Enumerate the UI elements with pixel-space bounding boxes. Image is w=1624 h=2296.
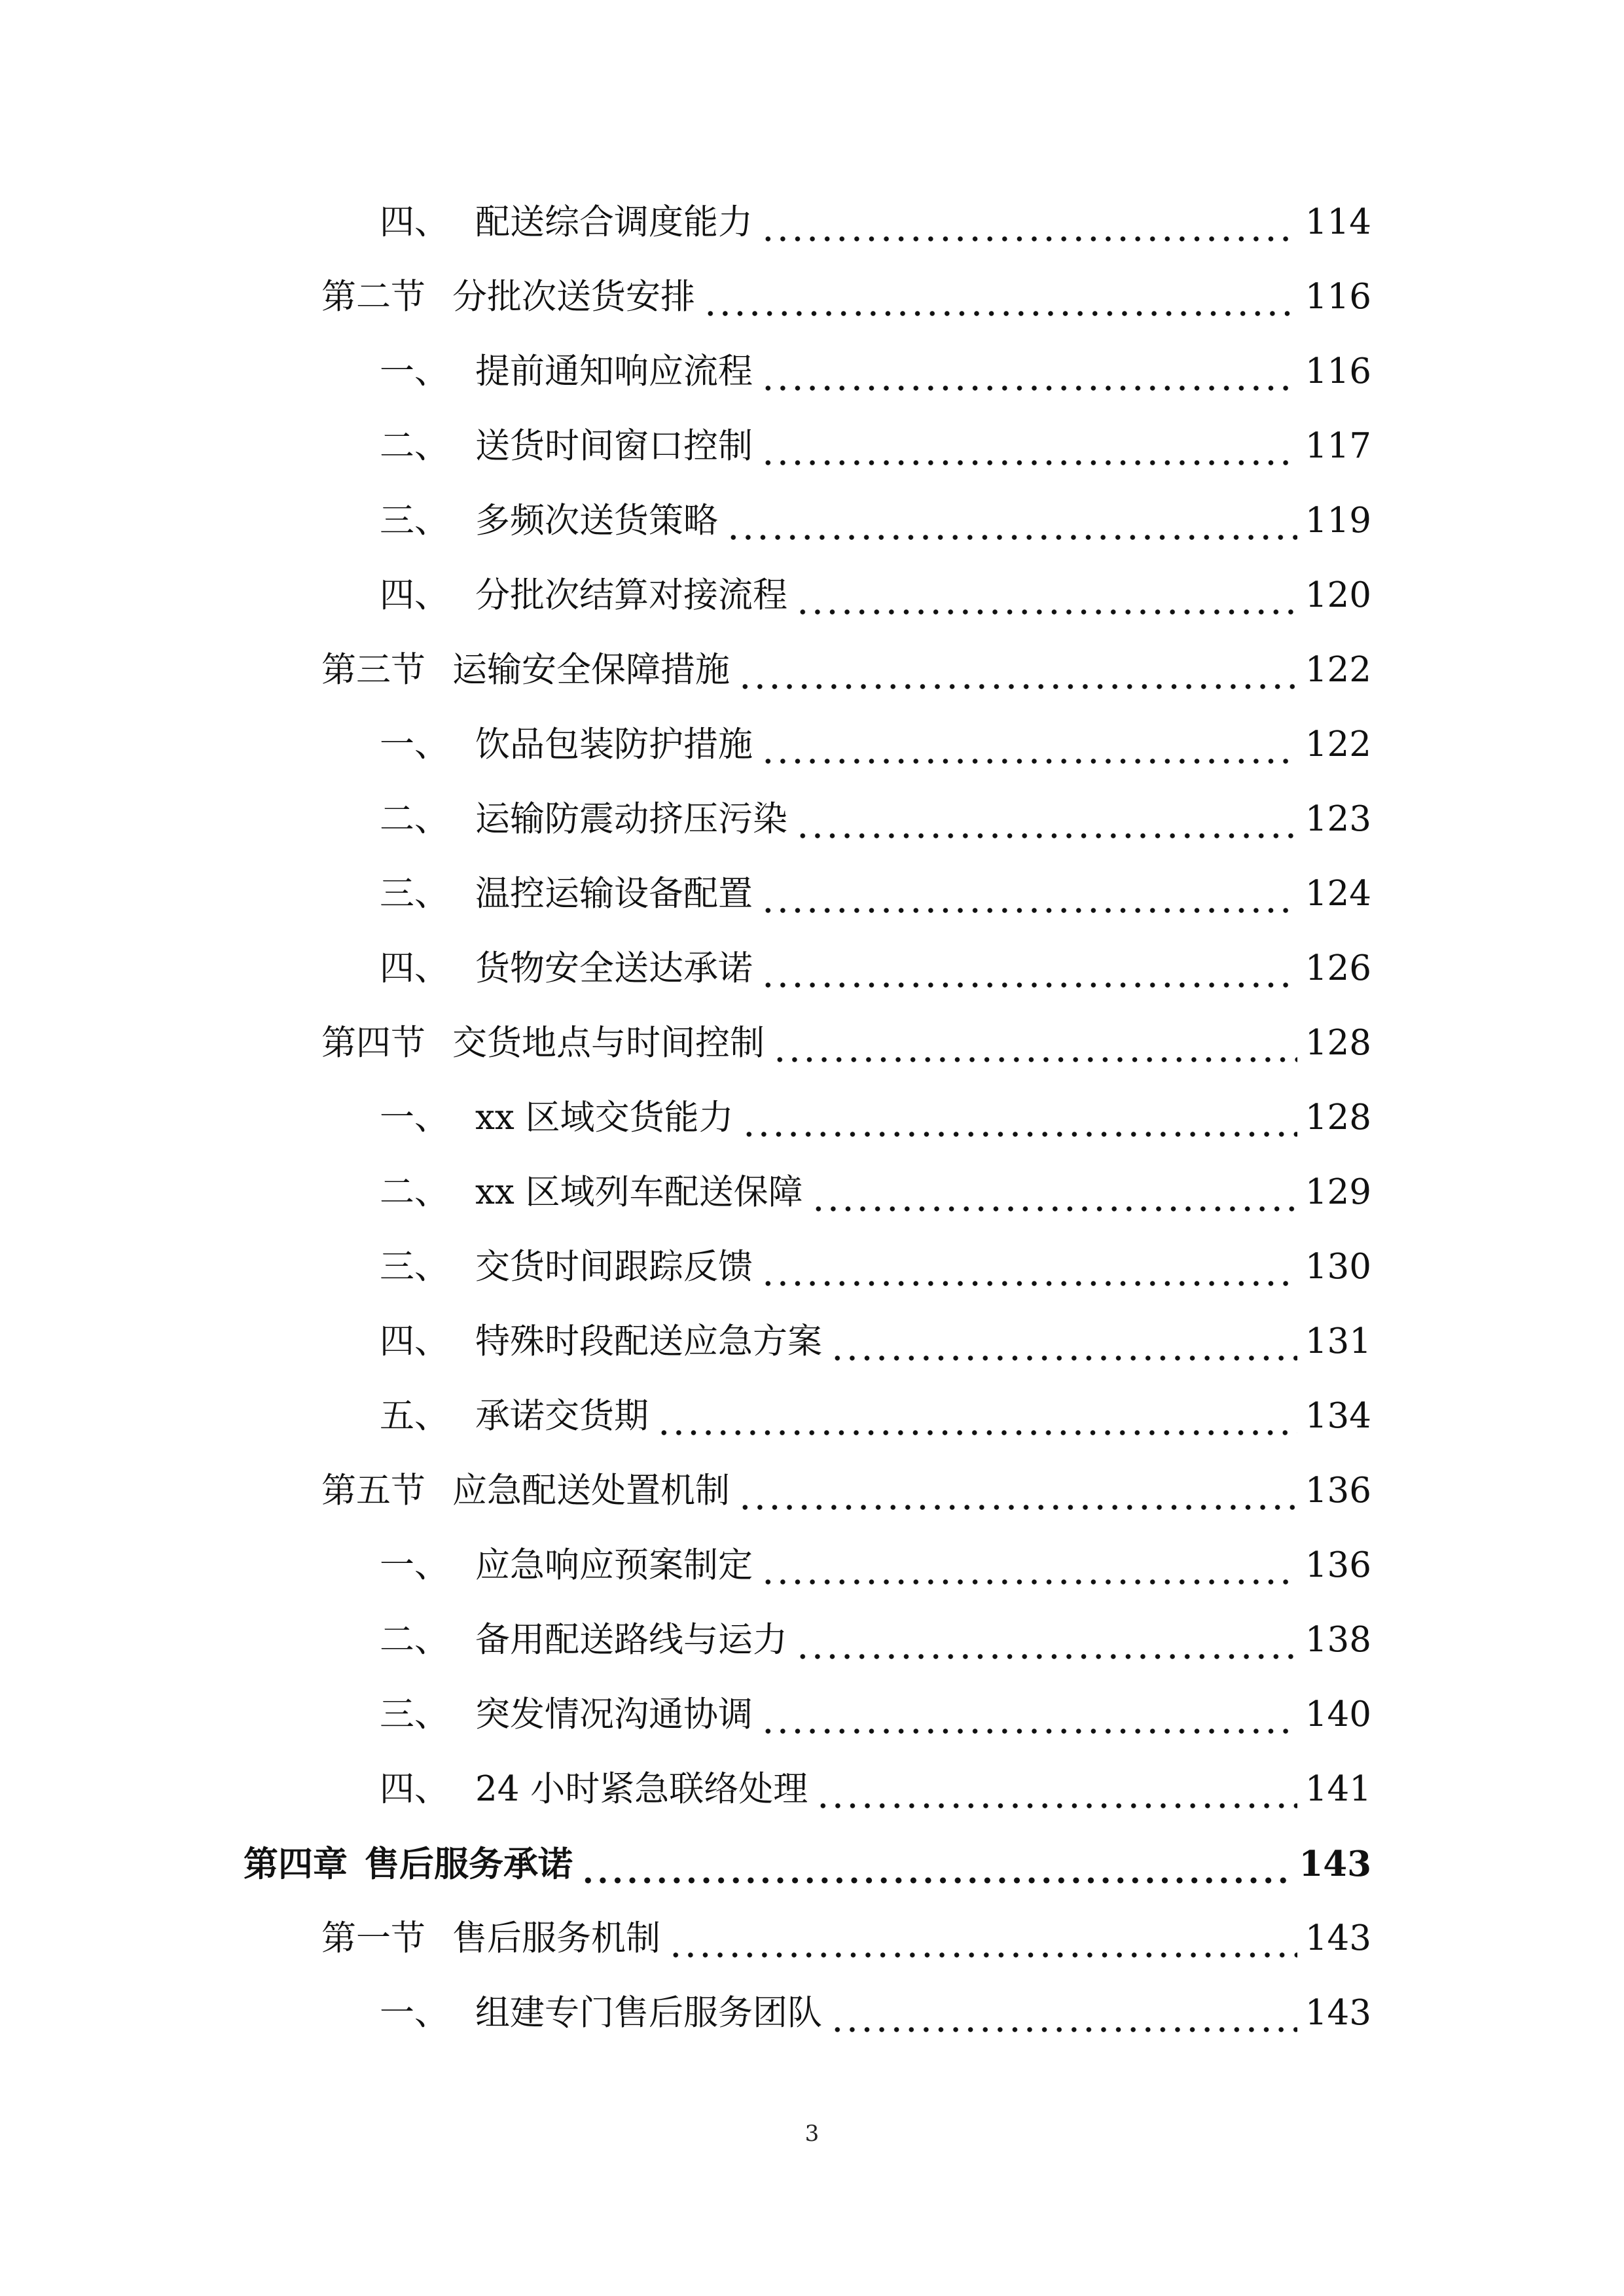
dot-leader xyxy=(795,793,1297,846)
dot-leader xyxy=(761,719,1297,771)
entry-title: 特殊时段配送应急方案 xyxy=(475,1321,822,1361)
dot-leader xyxy=(830,1987,1297,2039)
entry-number: 四、 xyxy=(380,575,449,615)
entry-page-number: 126 xyxy=(1305,948,1371,988)
entry-page-number: 141 xyxy=(1305,1769,1371,1809)
page-number-footer: 3 xyxy=(804,2121,820,2147)
entry-number: 三、 xyxy=(380,501,449,541)
entry-number: 二、 xyxy=(380,1620,449,1660)
entry-title: 运输安全保障措施 xyxy=(452,650,730,690)
entry-title: 应急响应预案制定 xyxy=(475,1545,753,1585)
toc-entry[interactable] xyxy=(321,1017,1371,1069)
toc-entry[interactable] xyxy=(380,942,1371,995)
toc-entry[interactable] xyxy=(380,346,1371,398)
entry-page-number: 119 xyxy=(1305,501,1371,541)
dot-leader xyxy=(795,569,1297,622)
entry-page-number: 143 xyxy=(1299,1844,1371,1884)
entry-title: 分批次送货安排 xyxy=(452,277,695,317)
toc-entry[interactable] xyxy=(380,1241,1371,1293)
entry-number: 一、 xyxy=(380,1993,449,2033)
entry-title: 配送综合调度能力 xyxy=(475,202,753,242)
entry-number: 一、 xyxy=(380,1098,449,1138)
entry-title: 售后服务机制 xyxy=(452,1918,660,1958)
toc-entry[interactable] xyxy=(380,1987,1371,2039)
toc-entry[interactable] xyxy=(380,1689,1371,1741)
entry-number: 二、 xyxy=(380,799,449,839)
entry-title: 货物安全送达承诺 xyxy=(475,948,753,988)
toc-entry[interactable] xyxy=(321,1465,1371,1517)
dot-leader xyxy=(761,942,1297,995)
dot-leader xyxy=(772,1017,1297,1069)
entry-number: 三、 xyxy=(380,1247,449,1287)
entry-title: 温控运输设备配置 xyxy=(475,874,753,914)
toc-entry[interactable] xyxy=(380,1763,1371,1816)
entry-title: xx 区域列车配送保障 xyxy=(475,1172,803,1212)
entry-page-number: 123 xyxy=(1305,799,1371,839)
dot-leader xyxy=(795,1614,1297,1666)
chapter-title: 售后服务承诺 xyxy=(365,1844,573,1884)
entry-page-number: 128 xyxy=(1305,1098,1371,1138)
toc-entry[interactable] xyxy=(380,420,1371,473)
entry-number: 一、 xyxy=(380,351,449,391)
entry-page-number: 117 xyxy=(1305,426,1371,466)
dot-leader xyxy=(761,1241,1297,1293)
entry-page-number: 136 xyxy=(1305,1545,1371,1585)
dot-leader xyxy=(703,271,1297,323)
toc-entry[interactable] xyxy=(321,271,1371,323)
entry-page-number: 122 xyxy=(1305,725,1371,764)
entry-title: xx 区域交货能力 xyxy=(475,1098,734,1138)
dot-leader xyxy=(738,1465,1297,1517)
entry-number: 一、 xyxy=(380,725,449,764)
toc-entry[interactable] xyxy=(380,793,1371,846)
entry-title: 突发情况沟通协调 xyxy=(475,1695,753,1734)
entry-page-number: 134 xyxy=(1305,1396,1371,1436)
entry-title: 承诺交货期 xyxy=(475,1396,649,1436)
entry-title: 交货时间跟踪反馈 xyxy=(475,1247,753,1287)
entry-number: 四、 xyxy=(380,1321,449,1361)
toc-entry[interactable] xyxy=(380,719,1371,771)
dot-leader xyxy=(657,1390,1297,1443)
entry-number: 第五节 xyxy=(321,1471,425,1511)
toc-entry[interactable] xyxy=(380,1614,1371,1666)
entry-title: 提前通知响应流程 xyxy=(475,351,753,391)
entry-page-number: 143 xyxy=(1305,1918,1371,1958)
entry-title: 24 小时紧急联络处理 xyxy=(475,1769,808,1809)
entry-page-number: 128 xyxy=(1305,1023,1371,1063)
dot-leader xyxy=(726,495,1297,547)
entry-number: 三、 xyxy=(380,1695,449,1734)
entry-number: 二、 xyxy=(380,426,449,466)
entry-page-number: 138 xyxy=(1305,1620,1371,1660)
toc-entry[interactable] xyxy=(380,868,1371,920)
entry-page-number: 129 xyxy=(1305,1172,1371,1212)
entry-title: 应急配送处置机制 xyxy=(452,1471,730,1511)
toc-entry[interactable] xyxy=(380,1539,1371,1592)
toc-entry[interactable] xyxy=(380,495,1371,547)
entry-title: 备用配送路线与运力 xyxy=(475,1620,787,1660)
toc-entry[interactable] xyxy=(321,644,1371,696)
dot-leader xyxy=(738,644,1297,696)
toc-chapter-entry[interactable] xyxy=(244,1838,1371,1890)
dot-leader xyxy=(811,1166,1297,1219)
toc-entry[interactable] xyxy=(380,1316,1371,1368)
entry-number: 第三节 xyxy=(321,650,425,690)
entry-number: 四、 xyxy=(380,948,449,988)
entry-title: 分批次结算对接流程 xyxy=(475,575,787,615)
entry-page-number: 131 xyxy=(1305,1321,1371,1361)
entry-number: 三、 xyxy=(380,874,449,914)
entry-page-number: 140 xyxy=(1305,1695,1371,1734)
dot-leader xyxy=(761,868,1297,920)
dot-leader xyxy=(581,1838,1291,1890)
dot-leader xyxy=(761,196,1297,249)
entry-number: 一、 xyxy=(380,1545,449,1585)
entry-number: 第一节 xyxy=(321,1918,425,1958)
entry-title: 交货地点与时间控制 xyxy=(452,1023,765,1063)
entry-page-number: 130 xyxy=(1305,1247,1371,1287)
toc-entry[interactable] xyxy=(380,1390,1371,1443)
toc-entry[interactable] xyxy=(380,196,1371,249)
entry-page-number: 120 xyxy=(1305,575,1371,615)
dot-leader xyxy=(761,346,1297,398)
toc-entry[interactable] xyxy=(321,1912,1371,1965)
entry-page-number: 143 xyxy=(1305,1993,1371,2033)
entry-title: 送货时间窗口控制 xyxy=(475,426,753,466)
dot-leader xyxy=(668,1912,1297,1965)
toc-entry[interactable] xyxy=(380,1092,1371,1144)
dot-leader xyxy=(742,1092,1297,1144)
entry-number: 第四节 xyxy=(321,1023,425,1063)
entry-title: 运输防震动挤压污染 xyxy=(475,799,787,839)
toc-entry[interactable] xyxy=(380,1166,1371,1219)
entry-page-number: 124 xyxy=(1305,874,1371,914)
dot-leader xyxy=(830,1316,1297,1368)
entry-title: 组建专门售后服务团队 xyxy=(475,1993,822,2033)
dot-leader xyxy=(761,1539,1297,1592)
entry-page-number: 122 xyxy=(1305,650,1371,690)
entry-page-number: 116 xyxy=(1305,351,1371,391)
dot-leader xyxy=(761,1689,1297,1741)
entry-page-number: 136 xyxy=(1305,1471,1371,1511)
chapter-number: 第四章 xyxy=(244,1844,348,1884)
entry-number: 二、 xyxy=(380,1172,449,1212)
dot-leader xyxy=(761,420,1297,473)
entry-number: 第二节 xyxy=(321,277,425,317)
toc-entry[interactable] xyxy=(380,569,1371,622)
entry-title: 多频次送货策略 xyxy=(475,501,718,541)
dot-leader xyxy=(816,1763,1297,1816)
entry-number: 五、 xyxy=(380,1396,449,1436)
entry-page-number: 114 xyxy=(1305,202,1371,242)
entry-number: 四、 xyxy=(380,1769,449,1809)
entry-title: 饮品包装防护措施 xyxy=(475,725,753,764)
entry-number: 四、 xyxy=(380,202,449,242)
entry-page-number: 116 xyxy=(1305,277,1371,317)
